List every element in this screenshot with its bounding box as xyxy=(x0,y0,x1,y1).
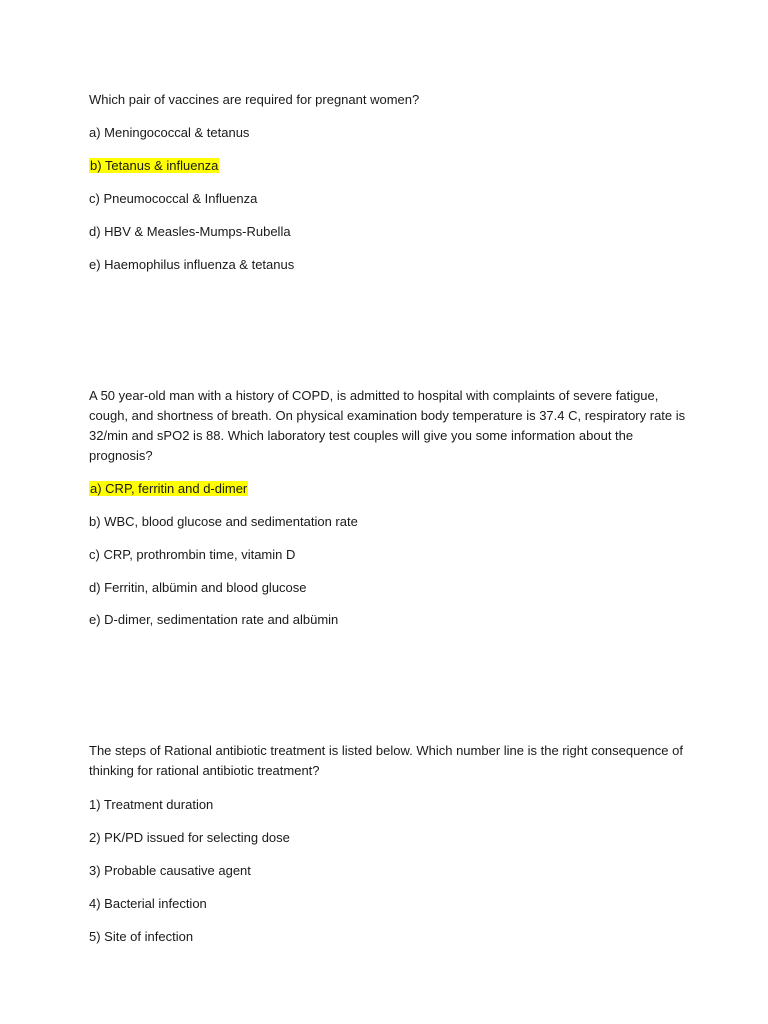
q1-option-d: d) HBV & Measles-Mumps-Rubella xyxy=(89,224,291,239)
q1-option-e: e) Haemophilus influenza & tetanus xyxy=(89,257,295,272)
highlighted-answer: b) Tetanus & influenza xyxy=(90,158,219,173)
q3-step-2: 2) PK/PD issued for selecting dose xyxy=(89,830,290,845)
q2-option-d: d) Ferritin, albümin and blood glucose xyxy=(89,580,307,595)
highlighted-answer: a) CRP, ferritin and d-dimer xyxy=(90,481,248,496)
q3-step-5: 5) Site of infection xyxy=(89,929,194,944)
q1-question: Which pair of vaccines are required for pregnant women? xyxy=(89,92,420,107)
q1-option-a: a) Meningococcal & tetanus xyxy=(89,125,250,140)
q2-option-e: e) D-dimer, sedimentation rate and albümin xyxy=(89,612,339,627)
q2-option-a xyxy=(89,480,248,498)
q1-option-c: c) Pneumococcal & Influenza xyxy=(89,191,258,206)
q1-option-b xyxy=(89,157,219,175)
q3-question: The steps of Rational antibiotic treatment is listed below. Which number line is the right consequence of thinking for rational antibiotic treatment? xyxy=(89,743,683,778)
q2-option-b: b) WBC, blood glucose and sedimentation rate xyxy=(89,514,358,529)
q3-step-3: 3) Probable causative agent xyxy=(89,863,251,878)
q3-step-4: 4) Bacterial infection xyxy=(89,896,207,911)
q3-step-1: 1) Treatment duration xyxy=(89,797,214,812)
q2-question: A 50 year-old man with a history of COPD, is admitted to hospital with complaints of severe fatigue, cough, and shortness of breath. On physical examination body temperature is 37.4 C, respiratory rate is 32/min and sPO2 is 88. Which laboratory test couples will give you some information about the prognosis? xyxy=(89,388,686,463)
q2-option-c: c) CRP, prothrombin time, vitamin D xyxy=(89,547,296,562)
